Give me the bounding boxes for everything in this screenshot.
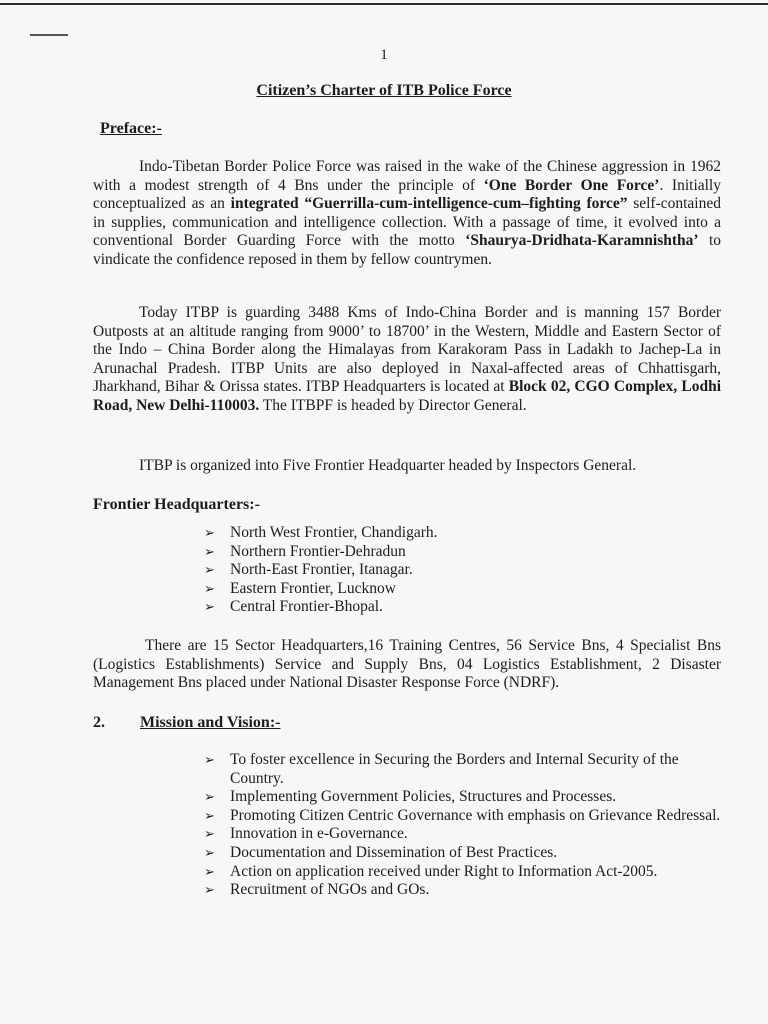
- list-item: ➢ Promoting Citizen Centric Governance with emphasis on Grievance Redressal.: [204, 806, 721, 824]
- list-item: ➢ To foster excellence in Securing the Borders and Internal Security of the Country.: [204, 751, 679, 787]
- mission-heading: Mission and Vision:-: [140, 714, 281, 731]
- list-item: ➢ Eastern Frontier, Lucknow: [204, 579, 396, 597]
- list-item: ➢ Action on application received under Right to Information Act-2005.: [204, 862, 658, 880]
- page-title-text: Citizen’s Charter of ITB Police Force: [256, 82, 512, 99]
- page-title: [0, 82, 768, 100]
- preface-paragraph-2: [93, 304, 721, 416]
- sectors-text: There are 15 Sector Headquarters,16 Training Centres, 56 Service Bns, 4 Specialist Bns (Logistics Establishments) Service and Supply Bns, 04 Logistics Establishment, 2 Disaster Management Bns placed under National Disaster Response Force (NDRF).: [93, 637, 721, 692]
- preface-paragraph-1: [93, 158, 721, 270]
- sectors-paragraph: [93, 637, 721, 693]
- p1-bold-3: ‘Shaurya-Dridhata-Karamnishtha’: [465, 232, 699, 250]
- list-item: ➢ North-East Frontier, Itanagar.: [204, 561, 413, 579]
- list-item: ➢ Central Frontier-Bhopal.: [204, 598, 383, 616]
- list-item: ➢ Northern Frontier-Dehradun: [204, 542, 406, 560]
- arrow-bullet-icon: ➢: [204, 562, 215, 578]
- list-item: ➢ Implementing Government Policies, Structures and Processes.: [204, 788, 617, 806]
- p3-text: ITBP is organized into Five Frontier Headquarter headed by Inspectors General.: [139, 457, 637, 474]
- arrow-bullet-icon: ➢: [204, 844, 215, 860]
- p1-text-4: to vindicate the confidence reposed in them by fellow countrymen.: [93, 232, 722, 268]
- section-number: 2.: [93, 714, 105, 731]
- arrow-bullet-icon: ➢: [204, 789, 215, 805]
- p1-text-2: . Initially conceptualized as an: [93, 176, 721, 213]
- scan-top-border: [0, 3, 768, 5]
- page-number: 1: [380, 47, 388, 63]
- arrow-bullet-icon: ➢: [204, 543, 215, 559]
- arrow-bullet-icon: ➢: [204, 807, 215, 823]
- frontier-heading: Frontier Headquarters:-: [93, 496, 260, 513]
- arrow-bullet-icon: ➢: [204, 752, 215, 767]
- arrow-bullet-icon: ➢: [204, 599, 215, 615]
- p2-text-2: The ITBPF is headed by Director General.: [259, 396, 527, 414]
- list-item: ➢ Documentation and Dissemination of Best Practices.: [204, 843, 558, 861]
- arrow-bullet-icon: ➢: [204, 826, 215, 842]
- p1-bold-2: integrated “Guerrilla-cum-intelligence-cum–fighting force”: [230, 195, 628, 213]
- arrow-bullet-icon: ➢: [204, 525, 215, 540]
- list-item: ➢ North West Frontier, Chandigarh.: [204, 524, 438, 541]
- p1-bold-1: ‘One Border One Force’: [483, 176, 660, 194]
- p2-text-1: Today ITBP is guarding 3488 Kms of Indo-China Border and is manning 157 Border Outposts at an altitude ranging from 9000’ to 18700’ in the Western, Middle and Eastern Sector of the Indo – China Border along the Himalayas from Karakoram Pass in Ladakh to Jachep-La in Arunachal Pradesh. ITBP Units are also deployed in Naxal-affected areas of Chhattisgarh, Jharkhand, Bihar & Orissa states. ITBP Headquarters is located at: [93, 304, 721, 396]
- arrow-bullet-icon: ➢: [204, 580, 215, 596]
- p1-text-1: Indo-Tibetan Border Police Force was raised in the wake of the Chinese aggression in 1962 with a modest strength of 4 Bns under the principle of: [93, 158, 721, 194]
- frontier-list: [204, 524, 704, 617]
- arrow-bullet-icon: ➢: [204, 882, 215, 898]
- preface-paragraph-3: [93, 457, 721, 476]
- p1-text-3: self-contained in supplies, communication and intelligence collection. With a passage of time, it evolved into a conventional Border Guarding Force with the motto: [93, 195, 721, 250]
- p2-bold-1: Block 02, CGO Complex, Lodhi Road, New Delhi-110003.: [93, 378, 722, 414]
- list-item: ➢ Innovation in e-Governance.: [204, 825, 408, 843]
- mission-list: [204, 751, 724, 900]
- preface-heading: Preface:-: [100, 120, 162, 137]
- list-item: ➢ Recruitment of NGOs and GOs.: [204, 881, 430, 899]
- arrow-bullet-icon: ➢: [204, 863, 215, 879]
- scan-mark: [30, 34, 68, 36]
